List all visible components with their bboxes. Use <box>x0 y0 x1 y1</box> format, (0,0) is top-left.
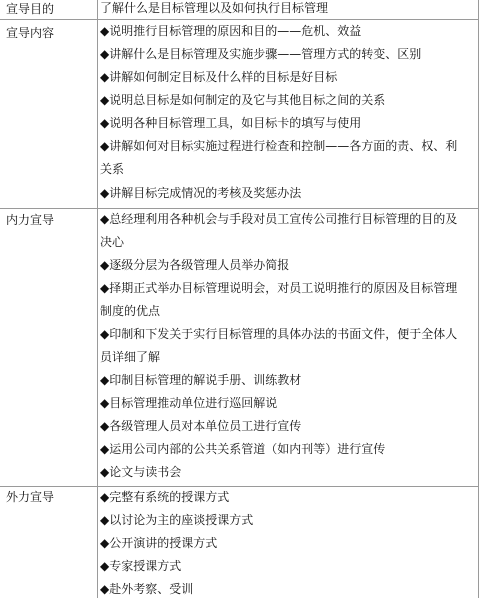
table-row-content <box>0 19 479 208</box>
table-row-internal <box>0 208 479 486</box>
table-row-external <box>0 486 479 598</box>
list-item: ◆印制目标管理的解说手册、训练教材 <box>100 373 302 387</box>
list-item: ◆运用公司内部的公共关系管道（如内刊等）进行宣传 <box>100 442 386 456</box>
table-right-border <box>478 0 479 598</box>
row-category: 外力宣导 <box>6 490 55 504</box>
list-item: ◆专家授课方式 <box>100 559 182 573</box>
list-item: ◆讲解如何对目标实施过程进行检查和控制——各方面的责、权、利关系 <box>100 139 458 176</box>
list-item: ◆逐级分层为各级管理人员举办简报 <box>100 258 290 272</box>
list-item: ◆完整有系统的授课方式 <box>100 490 230 504</box>
row-category: 宣导内容 <box>6 26 55 40</box>
list-item: ◆讲解目标完成情况的考核及奖惩办法 <box>100 186 302 200</box>
list-item: ◆各级管理人员对本单位员工进行宣传 <box>100 419 302 433</box>
row-category: 宣导目的 <box>6 2 55 16</box>
list-item: ◆说明推行目标管理的原因和目的——危机、效益 <box>100 24 362 38</box>
list-item: ◆以讨论为主的座谈授课方式 <box>100 513 254 527</box>
table-divider <box>0 208 479 209</box>
list-item: ◆公开演讲的授课方式 <box>100 536 218 550</box>
list-item: ◆论文与读书会 <box>100 465 182 479</box>
list-item: ◆赴外考察、受训 <box>100 582 194 596</box>
list-item: ◆说明各种目标管理工具，如目标卡的填写与使用 <box>100 116 362 130</box>
table-column-divider <box>97 0 98 598</box>
row-category: 内力宣导 <box>6 213 55 227</box>
list-item: ◆讲解如何制定目标及什么样的目标是好目标 <box>100 70 338 84</box>
list-item: ◆总经理利用各种机会与手段对员工宣传公司推行目标管理的目的及决心 <box>100 212 458 249</box>
table-divider <box>0 486 479 487</box>
table-row-purpose <box>0 0 479 19</box>
list-item: ◆印制和下发关于实行目标管理的具体办法的书面文件，便于全体人员详细了解 <box>100 327 458 364</box>
table-divider <box>0 19 479 20</box>
list-item: ◆讲解什么是目标管理及实施步骤——管理方式的转变、区别 <box>100 47 422 61</box>
list-item: ◆目标管理推动单位进行巡回解说 <box>100 396 278 410</box>
list-item: ◆说明总目标是如何制定的及它与其他目标之间的关系 <box>100 93 386 107</box>
list-item: ◆择期正式举办目标管理说明会，对员工说明推行的原因及目标管理制度的优点 <box>100 281 458 318</box>
row-item: 了解什么是目标管理以及如何执行目标管理 <box>100 1 329 15</box>
